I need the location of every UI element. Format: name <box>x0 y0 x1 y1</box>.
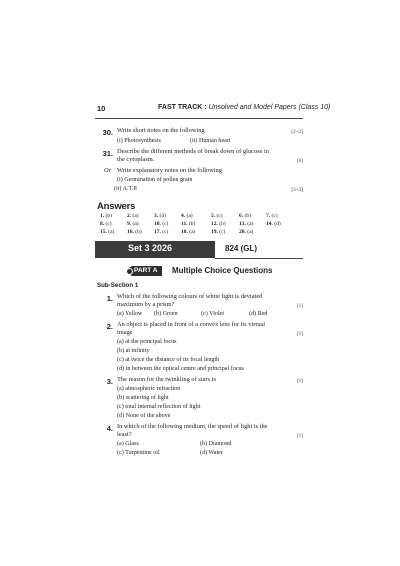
marks-label: [6] <box>296 158 303 164</box>
answer-option: (d) <box>159 213 166 219</box>
question-text: Describe the different methods of break down of glucose in <box>117 148 269 155</box>
answers-heading: Answers <box>97 201 136 212</box>
answer-item <box>211 221 226 227</box>
marks-label: [2+2] <box>291 129 303 135</box>
header-title-bold: FAST TRACK : <box>158 104 207 111</box>
option: (b) at infinity <box>117 348 150 354</box>
answer-number: 17. <box>154 229 161 235</box>
answer-number: 3. <box>154 213 159 219</box>
question-text: the cytoplasm. <box>117 156 155 163</box>
question-text: The reason for the twinkling of stars is <box>117 376 216 383</box>
option: (d) Water <box>200 450 223 456</box>
option: (c) total internal reflection of light <box>117 404 201 410</box>
answer-number: 7. <box>266 213 271 219</box>
question-number: 1. <box>106 294 113 303</box>
option: (c) Violet <box>201 311 225 317</box>
part-badge-dot-icon <box>126 268 133 275</box>
part-title: Multiple Choice Questions <box>172 266 273 275</box>
question-number: 2. <box>106 322 113 331</box>
question-text: least? <box>117 431 132 438</box>
answer-item <box>127 213 139 219</box>
question-number: 4. <box>106 424 113 433</box>
marks-label: [1] <box>296 378 303 384</box>
option: (i) Photosynthesis <box>117 138 161 144</box>
answer-option: (a) <box>247 221 254 227</box>
marks-label: [1] <box>296 331 303 337</box>
answer-item <box>154 221 168 227</box>
answer-number: 11. <box>181 221 188 227</box>
question-text: An object is placed in front of a convex lens for its virtual <box>117 321 266 328</box>
answer-number: 9. <box>127 221 132 227</box>
answer-item <box>181 229 195 235</box>
header-title-italic: Unsolved and Model Papers (Class 10) <box>208 104 331 111</box>
answer-number: 4. <box>181 213 186 219</box>
question-text: Which of the following colours of white light is deviated <box>117 293 263 300</box>
answer-item <box>100 221 112 227</box>
option: (a) Yellow <box>117 311 143 317</box>
option: (a) atmospheric refraction <box>117 386 181 392</box>
answer-item <box>127 229 142 235</box>
question-text: In which of the following medium, the speed of light is the <box>117 423 268 430</box>
answer-option: (b) <box>219 221 226 227</box>
answer-item <box>211 213 223 219</box>
option: (b) Green <box>154 311 178 317</box>
answer-item <box>100 213 112 219</box>
question-text: maximum by a prism? <box>117 301 175 308</box>
option: (a) Glass <box>117 441 139 447</box>
answer-option: (b) <box>105 213 112 219</box>
answer-number: 18. <box>181 229 188 235</box>
answer-item <box>266 213 278 219</box>
answer-number: 16. <box>127 229 134 235</box>
answer-item <box>239 213 251 219</box>
or-label: Or <box>104 167 112 174</box>
option: (c) at twice the distance of its focal length <box>117 357 220 363</box>
answer-number: 13. <box>239 221 246 227</box>
answer-option: (a) <box>247 229 254 235</box>
question-number: 31. <box>102 149 113 158</box>
option: (b) Diamond <box>200 441 232 447</box>
set-label: Set 3 2026 <box>128 243 173 253</box>
answer-number: 2. <box>127 213 132 219</box>
answer-item <box>211 229 225 235</box>
answer-option: (c) <box>162 229 169 235</box>
answer-item <box>266 221 281 227</box>
answer-option: (c) <box>105 221 112 227</box>
question-number: 30. <box>102 128 113 137</box>
paper-code: 824 (GL) <box>225 244 258 253</box>
option: (a) at the principal focus <box>117 339 177 345</box>
subsection-title: Sub-Section 1 <box>97 282 139 289</box>
answer-option: (d) <box>274 221 281 227</box>
answer-number: 15. <box>100 229 107 235</box>
answer-option: (b) <box>188 221 196 227</box>
part-badge: PART A <box>128 266 162 276</box>
answer-item <box>154 229 168 235</box>
question-number: 3. <box>106 377 113 386</box>
answer-option: (a) <box>108 229 115 235</box>
set-rule <box>215 258 303 259</box>
header-rule <box>95 118 303 119</box>
option: (ii) Human heart <box>190 138 231 144</box>
answer-item <box>239 229 253 235</box>
page-number: 10 <box>97 104 106 113</box>
answer-option: (c) <box>271 213 278 219</box>
question-text: Write short notes on the following <box>117 127 205 134</box>
answer-number: 19. <box>211 229 218 235</box>
answer-option: (c) <box>162 221 169 227</box>
answer-option: (a) <box>189 229 196 235</box>
answer-number: 6. <box>239 213 244 219</box>
answer-item <box>154 213 166 219</box>
answer-number: 5. <box>211 213 216 219</box>
question-text: Write explanatory notes on the following <box>117 167 222 174</box>
answer-item <box>181 221 195 227</box>
marks-label: [3+3] <box>291 187 303 193</box>
marks-label: [1] <box>296 433 303 439</box>
answer-number: 14. <box>266 221 273 227</box>
option: (d) Red <box>249 311 268 317</box>
answer-item <box>181 213 193 219</box>
answer-option: (a) <box>132 213 139 219</box>
question-text: image <box>117 329 133 336</box>
answer-item <box>127 221 139 227</box>
answer-number: 12. <box>211 221 218 227</box>
answer-number: 1. <box>100 213 105 219</box>
answer-option: (a) <box>132 221 139 227</box>
running-header <box>158 104 330 111</box>
answer-number: 20. <box>239 229 246 235</box>
option: (c) Turpentine oil <box>117 450 160 456</box>
answer-option: (c) <box>219 229 226 235</box>
answer-item <box>239 221 253 227</box>
answer-number: 10. <box>154 221 161 227</box>
answer-option: (b) <box>135 229 142 235</box>
answer-option: (b) <box>244 213 251 219</box>
answer-number: 8. <box>100 221 105 227</box>
option: (b) scattering of light <box>117 395 169 401</box>
answer-option: (a) <box>186 213 193 219</box>
option: (d) in between the optical centre and principal focus <box>117 366 244 372</box>
option: (ii) A.T.P. <box>114 186 138 192</box>
answer-option: (c) <box>216 213 223 219</box>
marks-label: [1] <box>296 303 303 309</box>
answer-item <box>100 229 114 235</box>
option: (d) None of the above <box>117 413 171 419</box>
option: (i) Germination of pollen grain <box>117 177 193 183</box>
